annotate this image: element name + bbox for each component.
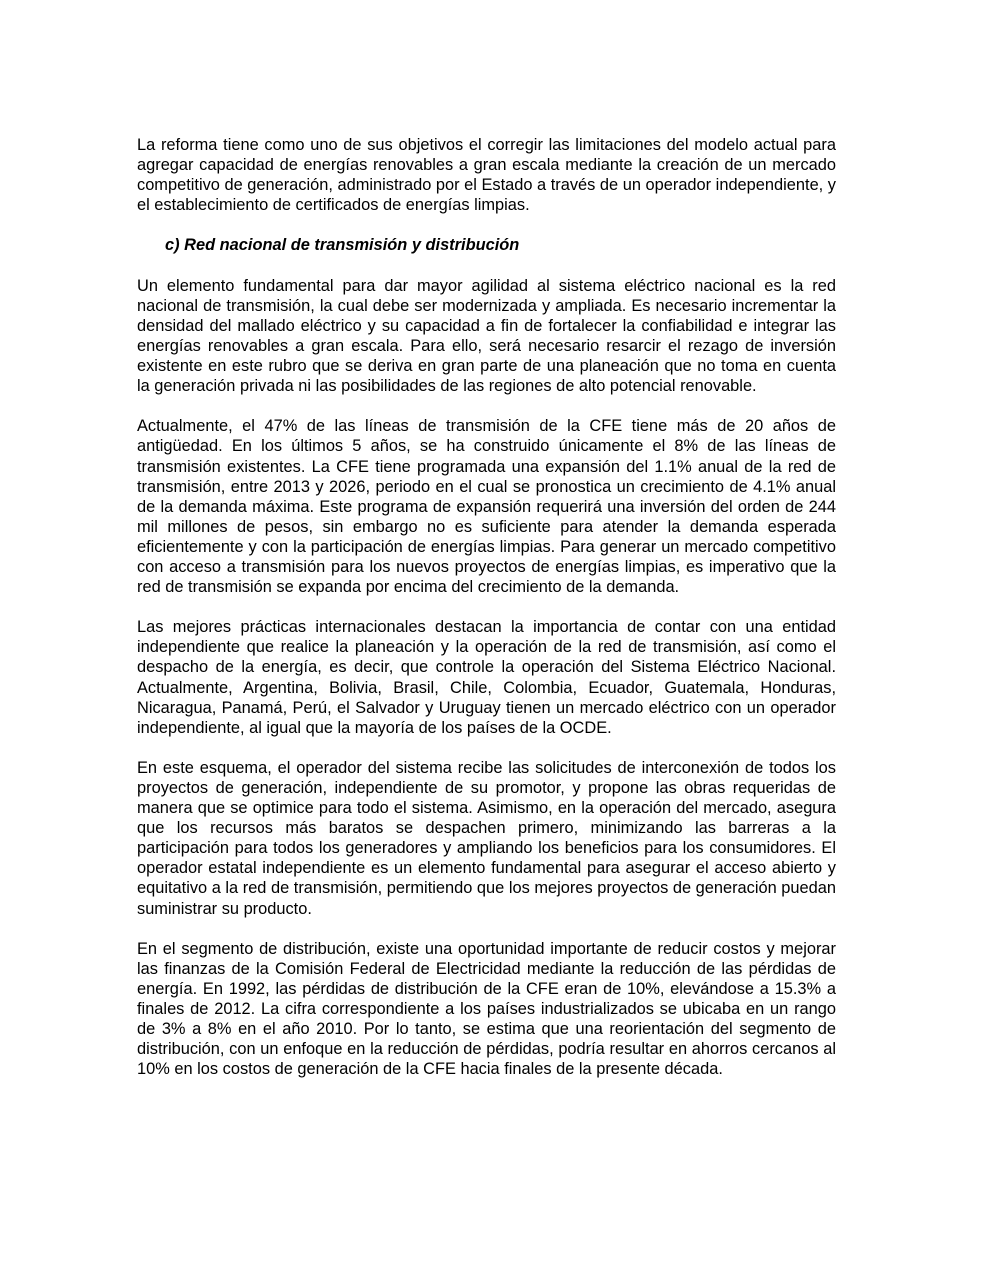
intro-paragraph: La reforma tiene como uno de sus objetivos el corregir las limitaciones del modelo actual para agregar capacidad de energías renovables a gran escala mediante la creación de un mercado competitivo de generación, administrado por el Estado a través de un operador independiente, y el establecimiento de certificados de energías limpias. <box>137 136 836 215</box>
paragraph-international-practices: Las mejores prácticas internacionales destacan la importancia de contar con una entidad independiente que realice la planeación y la operación de la red de transmisión, así como el despacho de la energía, es decir, que controle la operación del Sistema Eléctrico Nacional. Actualmente, Argentina, Bolivia, Brasil, Chile, Colombia, Ecuador, Guatemala, Honduras, Nicaragua, Panamá, Perú, el Salvador y Uruguay tienen un mercado eléctrico con un operador independiente, al igual que la mayoría de los países de la OCDE. <box>137 618 836 737</box>
paragraph-operator-scheme: En este esquema, el operador del sistema recibe las solicitudes de interconexión de todos los proyectos de generación, independiente de su promotor, y propone las obras requeridas de manera que se optimice para todo el sistema. Asimismo, en la operación del mercado, asegura que los recursos más baratos se despachen primero, minimizando las barreras a la participación para todos los generadores y ampliando los beneficios para los consumidores. El operador estatal independiente es un elemento fundamental para asegurar el acceso abierto y equitativo a la red de transmisión, permitiendo que los mejores proyectos de generación puedan suministrar su producto. <box>137 758 836 918</box>
paragraph-distribution-segment: En el segmento de distribución, existe una oportunidad importante de reducir costos y mejorar las finanzas de la Comisión Federal de Electricidad mediante la reducción de las pérdidas de energía. En 1992, las pérdidas de distribución de la CFE eran de 10%, elevándose a 15.3% a finales de 2012. La cifra correspondiente a los países industrializados se ubicaba en un rango de 3% a 8% en el año 2010. Por lo tanto, se estima que una reorientación del segmento de distribución, con un enfoque en la reducción de pérdidas, podría resultar en ahorros cercanos al 10% en los costos de generación de la CFE hacia finales de la presente década. <box>137 939 836 1079</box>
paragraph-transmission-age: Actualmente, el 47% de las líneas de transmisión de la CFE tiene más de 20 años de antigüedad. En los últimos 5 años, se ha construido únicamente el 8% de las líneas de transmisión existentes. La CFE tiene programada una expansión del 1.1% anual de la red de transmisión, entre 2013 y 2026, periodo en el cual se pronostica un crecimiento de 4.1% anual de la demanda máxima. Este programa de expansión requerirá una inversión del orden de 244 mil millones de pesos, sin embargo no es suficiente para atender la demanda esperada eficientemente y con la participación de energías limpias. Para generar un mercado competitivo con acceso a transmisión para los nuevos proyectos de energías limpias, es imperativo que la red de transmisión se expanda por encima del crecimiento de la demanda. <box>137 417 836 597</box>
section-heading: c) Red nacional de transmisión y distribución <box>165 236 520 255</box>
paragraph-transmission-network: Un elemento fundamental para dar mayor agilidad al sistema eléctrico nacional es la red nacional de transmisión, la cual debe ser modernizada y ampliada. Es necesario incrementar la densidad del mallado eléctrico y su capacidad a fin de fortalecer la confiabilidad e integrar las energías renovables a gran escala. Para ello, será necesario resarcir el rezago de inversión existente en este rubro que se deriva en gran parte de una planeación que no toma en cuenta la generación privada ni las posibilidades de las regiones de alto potencial renovable. <box>137 276 836 396</box>
document-body <box>137 135 836 1100</box>
